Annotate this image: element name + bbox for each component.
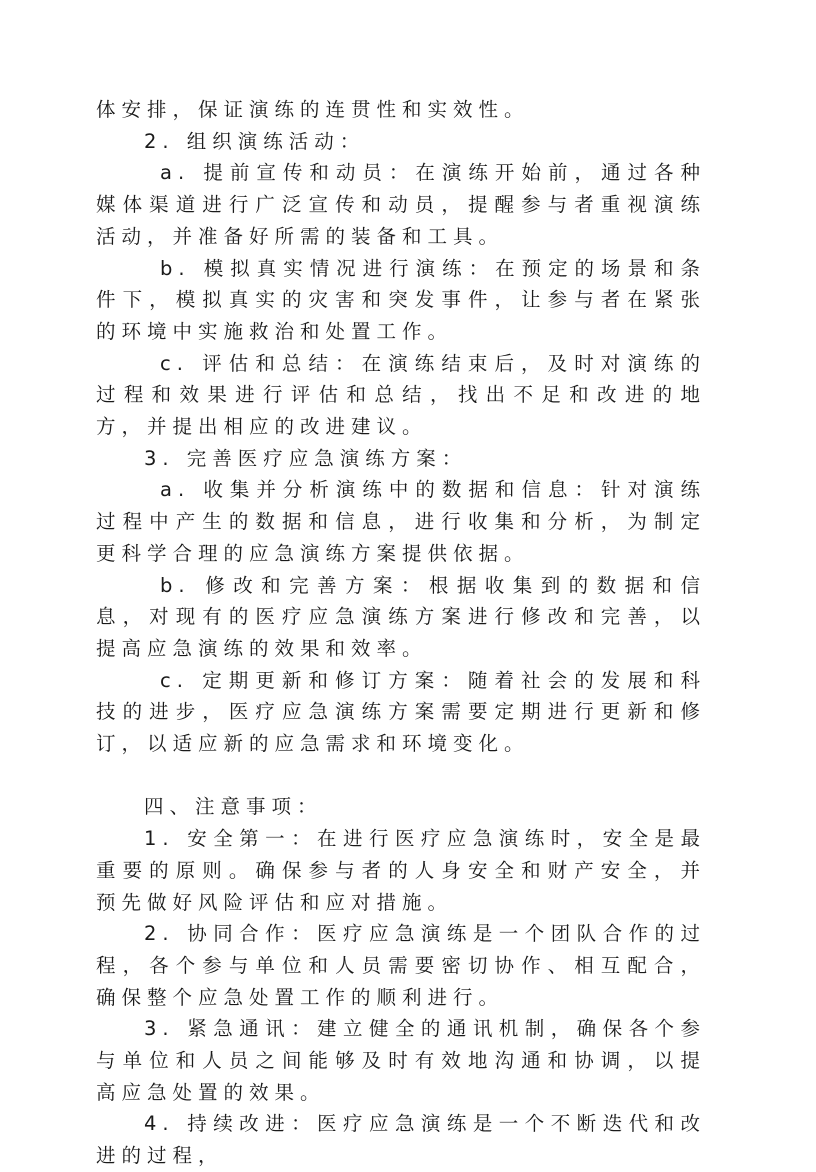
section-heading-notes: 四、注意事项： <box>144 795 323 819</box>
list-item-simulation: b. 模拟真实情况进行演练：在预定的场景和条件下，模拟真实的灾害和突发事件，让参与者在紧张的环境中实施救治和处置工作。 <box>96 256 706 343</box>
list-item-safety: 1. 安全第一：在进行医疗应急演练时，安全是最重要的原则。确保参与者的人身安全和财产安全，并预先做好风险评估和应对措施。 <box>96 827 706 914</box>
list-item-organize-drill: 2. 组织演练活动： <box>144 129 366 153</box>
list-item-update-plan: c. 定期更新和修订方案：随着社会的发展和科技的进步，医疗应急演练方案需要定期进行更新和修订，以适应新的应急需求和环境变化。 <box>96 668 706 756</box>
list-item-communication: 3. 紧急通讯：建立健全的通讯机制，确保各个参与单位和人员之间能够及时有效地沟通和协调，以提高应急处置的效果。 <box>96 1017 706 1104</box>
list-item-cooperation: 2. 协同合作：医疗应急演练是一个团队合作的过程，各个参与单位和人员需要密切协作、相互配合，确保整个应急处置工作的顺利进行。 <box>96 922 706 1009</box>
document-page <box>96 94 706 1172</box>
paragraph-continuation: 体安排，保证演练的连贯性和实效性。 <box>96 98 530 121</box>
list-item-continuous-improvement: 4. 持续改进：医疗应急演练是一个不断迭代和改进的过程， <box>96 1112 706 1168</box>
list-item-collect-data: a. 收集并分析演练中的数据和信息：针对演练过程中产生的数据和信息，进行收集和分析，为制定更科学合理的应急演练方案提供依据。 <box>96 478 706 565</box>
list-item-revise-plan: b. 修改和完善方案：根据收集到的数据和信息，对现有的医疗应急演练方案进行修改和完善，以提高应急演练的效果和效率。 <box>96 573 706 660</box>
blank-line <box>96 760 706 792</box>
list-item-evaluation: c. 评估和总结：在演练结束后，及时对演练的过程和效果进行评估和总结，找出不足和改进的地方，并提出相应的改进建议。 <box>96 351 706 439</box>
list-item-improve-plan: 3. 完善医疗应急演练方案： <box>144 446 468 470</box>
list-item-publicity: a. 提前宣传和动员：在演练开始前，通过各种媒体渠道进行广泛宣传和动员，提醒参与者重视演练活动，并准备好所需的装备和工具。 <box>96 161 706 248</box>
